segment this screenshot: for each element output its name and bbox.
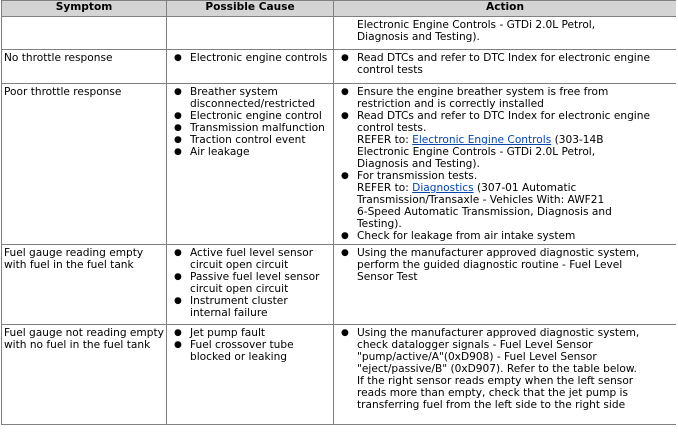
action-text: ● Using the manufacturer approved diagnostic system, bbox=[357, 247, 640, 259]
action-item bbox=[336, 19, 674, 43]
action-text: ● Ensure the engine breather system is free from bbox=[357, 86, 609, 98]
cause-list bbox=[169, 327, 331, 363]
header-possible-cause: Possible Cause bbox=[167, 1, 334, 17]
refer-line bbox=[357, 134, 674, 146]
action-list bbox=[336, 52, 674, 76]
action-text: Transmission/Transaxle - Vehicles With: AWF21 bbox=[357, 194, 605, 206]
table-row bbox=[2, 17, 677, 50]
action-text: ● Read DTCs and refer to DTC Index for electronic engine bbox=[357, 52, 650, 64]
symptom-cell bbox=[2, 17, 167, 50]
action-cell bbox=[334, 245, 677, 325]
action-text: control tests. bbox=[357, 122, 427, 134]
action-text: reads more than empty, check that the jet pump is bbox=[357, 387, 629, 399]
symptom-table bbox=[1, 0, 676, 425]
cause-cell bbox=[167, 245, 334, 325]
refer-suffix: (303-14B bbox=[551, 134, 604, 146]
refer-prefix: REFER to: bbox=[357, 182, 413, 194]
action-text: Testing). bbox=[357, 218, 402, 230]
action-text: Sensor Test bbox=[357, 271, 418, 283]
action-list bbox=[336, 19, 674, 43]
action-cell bbox=[334, 84, 677, 245]
cause-cell bbox=[167, 84, 334, 245]
action-cell bbox=[334, 17, 677, 50]
action-text: ● Check for leakage from air intake system bbox=[357, 230, 576, 242]
action-list bbox=[336, 247, 674, 283]
cause-cell bbox=[167, 50, 334, 84]
refer-suffix: (307-01 Automatic bbox=[473, 182, 577, 194]
action-text: Electronic Engine Controls - GTDi 2.0L Petrol, bbox=[357, 19, 596, 31]
cause-item: ● Passive fuel level sensor circuit open circuit bbox=[169, 271, 331, 295]
action-text: ● Using the manufacturer approved diagnostic system, bbox=[357, 327, 640, 339]
cause-list bbox=[169, 52, 331, 64]
cause-item: ● Jet pump fault bbox=[169, 327, 331, 339]
header-action: Action bbox=[334, 1, 677, 17]
action-item bbox=[336, 86, 674, 110]
symptom-cell: Fuel gauge not reading empty with no fuel in the fuel tank bbox=[2, 325, 167, 425]
action-text: "eject/passive/B" (0xD907). Refer to the table below. bbox=[357, 363, 637, 375]
cause-item: ● Breather system disconnected/restricted bbox=[169, 86, 331, 110]
action-text: check datalogger signals - Fuel Level Sensor bbox=[357, 339, 593, 351]
action-text: Electronic Engine Controls - GTDi 2.0L Petrol, bbox=[357, 146, 596, 158]
refer-line bbox=[357, 182, 674, 194]
action-text: Diagnosis and Testing). bbox=[357, 31, 480, 43]
action-item bbox=[336, 52, 674, 76]
header-symptom: Symptom bbox=[2, 1, 167, 17]
table-header-row bbox=[2, 1, 677, 17]
action-cell bbox=[334, 50, 677, 84]
refer-link[interactable]: Electronic Engine Controls bbox=[412, 134, 552, 146]
action-text: Diagnosis and Testing). bbox=[357, 158, 480, 170]
action-text: "pump/active/A"(0xD908) - Fuel Level Sensor bbox=[357, 351, 597, 363]
symptom-cell: No throttle response bbox=[2, 50, 167, 84]
cause-item: ● Transmission malfunction bbox=[169, 122, 331, 134]
refer-link[interactable]: Diagnostics bbox=[412, 182, 474, 194]
symptom-cell: Fuel gauge reading empty with fuel in the fuel tank bbox=[2, 245, 167, 325]
refer-prefix: REFER to: bbox=[357, 134, 413, 146]
cause-item: ● Fuel crossover tube blocked or leaking bbox=[169, 339, 331, 363]
cause-item: ● Instrument cluster internal failure bbox=[169, 295, 331, 319]
cause-item: ● Traction control event bbox=[169, 134, 331, 146]
action-text: If the right sensor reads empty when the left sensor bbox=[357, 375, 634, 387]
action-item bbox=[336, 230, 674, 242]
action-text: control tests bbox=[357, 64, 423, 76]
cause-item: ● Electronic engine control bbox=[169, 110, 331, 122]
cause-cell bbox=[167, 17, 334, 50]
action-text: restriction and is correctly installed bbox=[357, 98, 544, 110]
action-item bbox=[336, 247, 674, 283]
action-text: ● For transmission tests. bbox=[357, 170, 478, 182]
action-text: perform the guided diagnostic routine - Fuel Level bbox=[357, 259, 623, 271]
table-row bbox=[2, 84, 677, 245]
cause-list bbox=[169, 247, 331, 319]
cause-item: ● Air leakage bbox=[169, 146, 331, 158]
table-row bbox=[2, 50, 677, 84]
cause-cell bbox=[167, 325, 334, 425]
action-list bbox=[336, 327, 674, 411]
table-row bbox=[2, 325, 677, 425]
cause-item: ● Active fuel level sensor circuit open circuit bbox=[169, 247, 331, 271]
cause-item: ● Electronic engine controls bbox=[169, 52, 331, 64]
action-cell bbox=[334, 325, 677, 425]
action-text: 6-Speed Automatic Transmission, Diagnosis and bbox=[357, 206, 612, 218]
cause-list bbox=[169, 86, 331, 158]
action-item bbox=[336, 110, 674, 170]
symptom-cell: Poor throttle response bbox=[2, 84, 167, 245]
action-item bbox=[336, 170, 674, 230]
action-text: ● Read DTCs and refer to DTC Index for electronic engine bbox=[357, 110, 650, 122]
symptom-chart bbox=[1, 0, 676, 434]
action-list bbox=[336, 86, 674, 242]
action-text: transferring fuel from the left side to the right side bbox=[357, 399, 626, 411]
table-row bbox=[2, 245, 677, 325]
action-item bbox=[336, 327, 674, 411]
